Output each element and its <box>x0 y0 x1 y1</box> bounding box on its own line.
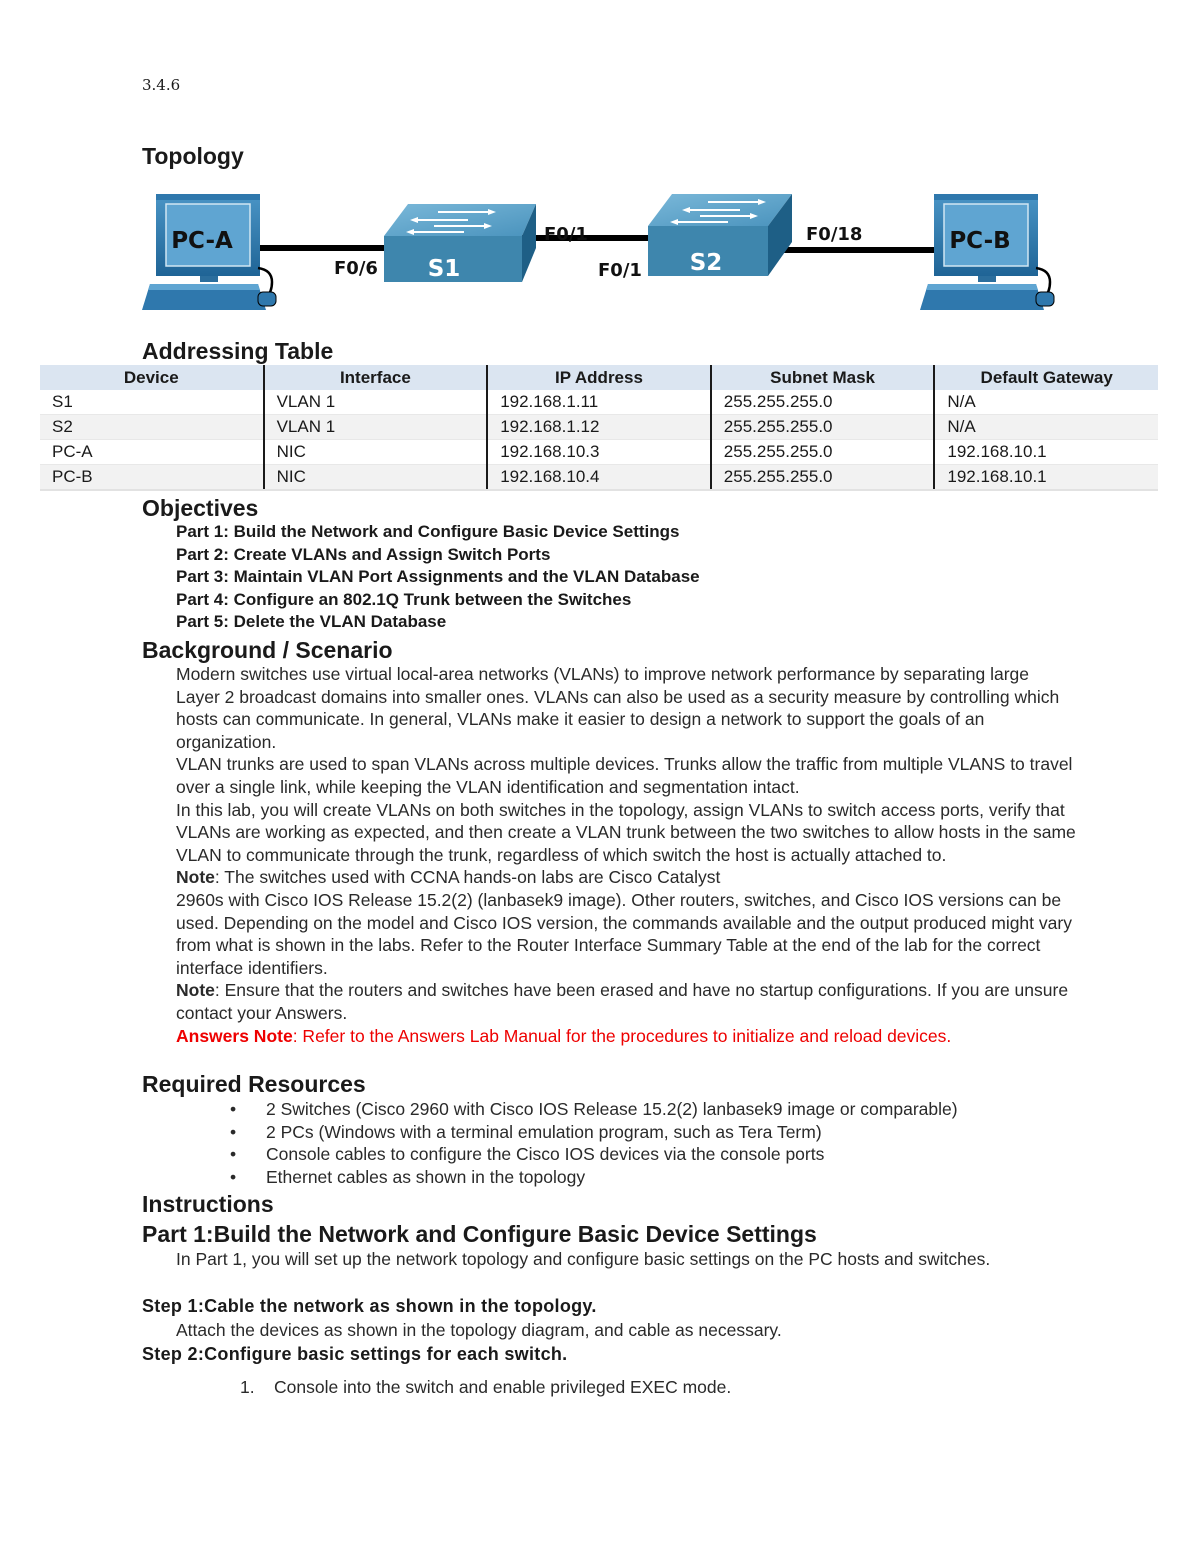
table-cell: 192.168.10.1 <box>934 465 1158 491</box>
table-cell: 192.168.10.4 <box>487 465 711 491</box>
table-cell: S2 <box>40 415 264 440</box>
table-cell: 192.168.10.1 <box>934 440 1158 465</box>
table-cell: 192.168.1.11 <box>487 390 711 415</box>
table-cell: S1 <box>40 390 264 415</box>
table-cell: 255.255.255.0 <box>711 390 935 415</box>
column-header: Default Gateway <box>934 365 1158 390</box>
required-resources-heading: Required Resources <box>142 1071 366 1097</box>
column-header: Interface <box>264 365 488 390</box>
list-item <box>230 1143 958 1166</box>
table-cell: 255.255.255.0 <box>711 465 935 491</box>
objective-item: Part 1: Build the Network and Configure Basic Device Settings <box>176 522 680 541</box>
list-item <box>230 1121 958 1144</box>
table-cell: NIC <box>264 465 488 491</box>
bullet-icon: • <box>230 1121 237 1142</box>
port-s2-f01: F0/1 <box>598 260 642 281</box>
background-section <box>176 663 1076 1047</box>
table-cell: PC-B <box>40 465 264 491</box>
background-paragraph: Modern switches use virtual local-area networks (VLANs) to improve network performance by separating large Layer 2 broadcast domains into smaller ones. VLANs can also be used as a security measure by controlling which hosts can communicate. In general, VLANs make it easier to design a network to support the goals of an organization. <box>176 664 1060 752</box>
table-header-row <box>40 365 1158 390</box>
table-cell: N/A <box>934 415 1158 440</box>
part1-heading: Part 1:Build the Network and Configure Basic Device Settings <box>142 1221 817 1247</box>
table-cell: NIC <box>264 440 488 465</box>
list-item-text: Console into the switch and enable privileged EXEC mode. <box>274 1377 732 1397</box>
bullet-icon: • <box>230 1099 237 1119</box>
list-item-text: 2 PCs (Windows with a terminal emulation program, such as Tera Term) <box>266 1121 822 1142</box>
instructions-heading: Instructions <box>142 1191 274 1217</box>
note-text-continued: 2960s with Cisco IOS Release 15.2(2) (lanbasek9 image). Other routers, switches, and Cisco IOS versions can be used. Depending on the model and Cisco IOS version, the commands available and the output produced might vary from what is shown in the labs. Refer to the Router Interface Summary Table at the end of the lab for the correct interface identifiers. <box>176 889 1072 978</box>
objectives-list <box>176 521 700 634</box>
list-item <box>240 1377 731 1398</box>
table-cell: N/A <box>934 390 1158 415</box>
table-cell: 255.255.255.0 <box>711 415 935 440</box>
note-text: : The switches used with CCNA hands-on labs are Cisco Catalyst <box>214 867 721 888</box>
addressing-table <box>40 365 1158 491</box>
table-cell: 192.168.10.3 <box>487 440 711 465</box>
s2-label: S2 <box>689 250 723 276</box>
table-row <box>40 390 1158 415</box>
step1-heading: Step 1:Cable the network as shown in the topology. <box>142 1296 597 1316</box>
step2-heading: Step 2:Configure basic settings for each switch. <box>142 1344 568 1364</box>
port-s1-f01: F0/1 <box>544 224 588 245</box>
port-s1-f06: F0/6 <box>334 258 378 279</box>
objective-item: Part 5: Delete the VLAN Database <box>176 612 447 632</box>
note-paragraph <box>176 866 1076 979</box>
part1-paragraph: In Part 1, you will set up the network topology and configure basic settings on the PC hosts and switches. <box>176 1249 991 1269</box>
list-number: 1. <box>240 1377 255 1397</box>
answers-note-text: : Refer to the Answers Lab Manual for the procedures to initialize and reload devices. <box>292 1025 952 1046</box>
objective-item: Part 2: Create VLANs and Assign Switch Ports <box>176 544 551 564</box>
background-paragraph: VLAN trunks are used to span VLANs across multiple devices. Trunks allow the traffic from multiple VLANS to travel over a single link, while keeping the VLAN identification and segmentation intact. <box>176 754 1073 797</box>
addressing-table-heading: Addressing Table <box>142 338 334 364</box>
step2-list <box>240 1377 731 1398</box>
topology-heading: Topology <box>142 143 244 169</box>
s1-label: S1 <box>427 256 461 282</box>
note-text: : Ensure that the routers and switches have been erased and have no startup configurations. If you are unsure contact your Answers. <box>176 980 1069 1023</box>
topology-diagram <box>138 190 1068 318</box>
column-header: IP Address <box>487 365 711 390</box>
note-label: Note <box>176 980 215 1001</box>
list-item <box>230 1166 958 1189</box>
table-cell: VLAN 1 <box>264 390 488 415</box>
note-label: Note <box>176 867 215 888</box>
objectives-heading: Objectives <box>142 495 259 521</box>
table-cell: 255.255.255.0 <box>711 440 935 465</box>
objective-item: Part 3: Maintain VLAN Port Assignments and the VLAN Database <box>176 567 700 587</box>
column-header: Device <box>40 365 264 390</box>
table-row <box>40 440 1158 465</box>
step1-paragraph: Attach the devices as shown in the topology diagram, and cable as necessary. <box>176 1320 782 1340</box>
column-header: Subnet Mask <box>711 365 935 390</box>
note-paragraph <box>176 979 1076 1024</box>
background-heading: Background / Scenario <box>142 637 393 663</box>
bullet-icon: • <box>230 1144 237 1165</box>
document-number: 3.4.6 <box>142 76 181 94</box>
pc-b-label: PC-B <box>949 228 1011 254</box>
port-s2-f018: F0/18 <box>806 224 863 245</box>
answers-note-paragraph <box>176 1025 1076 1048</box>
list-item <box>230 1098 958 1121</box>
objective-item: Part 4: Configure an 802.1Q Trunk between the Switches <box>176 589 632 609</box>
table-cell: PC-A <box>40 440 264 465</box>
background-paragraph: In this lab, you will create VLANs on both switches in the topology, assign VLANs to switch access ports, verify that VLANs are working as expected, and then create a VLAN trunk between the two switches to allow hosts in the same VLAN to communicate through the trunk, regardless of which switch the host is actually attached to. <box>176 799 1076 865</box>
answers-note-label: Answers Note <box>176 1025 293 1046</box>
table-row <box>40 465 1158 491</box>
resources-list <box>230 1098 958 1188</box>
list-item-text: Console cables to configure the Cisco IOS devices via the console ports <box>266 1144 825 1165</box>
pc-a-label: PC-A <box>171 228 233 254</box>
table-cell: 192.168.1.12 <box>487 415 711 440</box>
table-row <box>40 415 1158 440</box>
bullet-icon: • <box>230 1166 237 1187</box>
list-item-text: Ethernet cables as shown in the topology <box>266 1166 586 1187</box>
table-cell: VLAN 1 <box>264 415 488 440</box>
list-item-text: 2 Switches (Cisco 2960 with Cisco IOS Release 15.2(2) lanbasek9 image or comparable) <box>266 1099 958 1119</box>
